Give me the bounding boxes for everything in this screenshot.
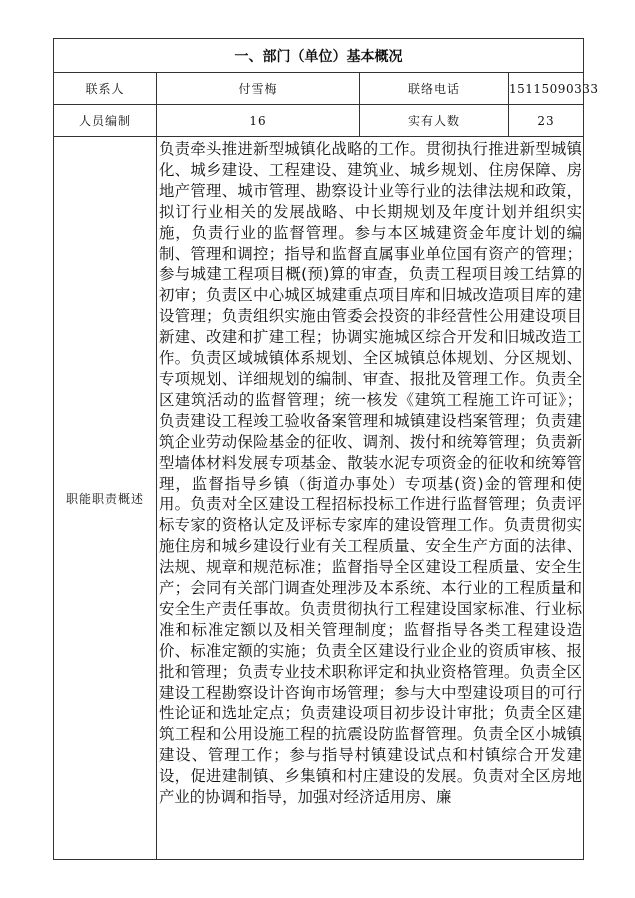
title-row (54, 39, 584, 73)
department-overview-table (53, 38, 599, 860)
actual-count-value: 23 (509, 105, 584, 137)
duties-label: 职能职责概述 (54, 137, 157, 860)
staffing-label: 人员编制 (54, 105, 157, 137)
phone-value: 15115090333 (509, 73, 584, 105)
duties-text: 负责牵头推进新型城镇化战略的工作。贯彻执行推进新型城镇化、城乡建设、工程建设、建筑业、城乡规划、住房保障、房地产管理、城市管理、勘察设计业等行业的法律法规和政策，拟订行业相关的发展战略、中长期规划及年度计划并组织实施，负责行业的监督管理。参与本区城建资金年度计划的编制、管理和调控；指导和监督直属事业单位国有资产的管理；参与城建工程项目概(预)算的审查，负责工程项目竣工结算的初审；负责区中心城区城建重点项目库和旧城改造项目库的建设管理；负责组织实施由管委会投资的非经营性公用建设项目新建、改建和扩建工程；协调实施城区综合开发和旧城改造工作。负责区域城镇体系规划、全区城镇总体规划、分区规划、专项规划、详细规划的编制、审查、报批及管理工作。负责全区建筑活动的监督管理；统一核发《建筑工程施工许可证》；负责建设工程竣工验收备案管理和城镇建设档案管理；负责建筑企业劳动保险基金的征收、调剂、拨付和统筹管理；负责新型墙体材料发展专项基金、散装水泥专项资金的征收和统筹管理，监督指导乡镇（街道办事处）专项基(资)金的管理和使用。负责对全区建设工程招标投标工作进行监督管理；负责评标专家的资格认定及评标专家库的建设管理工作。负责贯彻实施住房和城乡建设行业有关工程质量、安全生产方面的法律、法规、规章和规范标准；监督指导全区建设工程质量、安全生产；会同有关部门调查处理涉及本系统、本行业的工程质量和安全生产责任事故。负责贯彻执行工程建设国家标准、行业标准和标准定额以及相关管理制度；监督指导各类工程建设造价、标准定额的实施；负责全区建设行业企业的资质审核、报批和管理；负责专业技术职称评定和执业资格管理。负责全区建设工程勘察设计咨询市场管理；参与大中型建设项目的可行性论证和选址定点；负责建设项目初步设计审批；负责全区建筑工程和公用设施工程的抗震设防监督管理。负责全区小城镇建设、管理工作；参与指导村镇建设试点和村镇综合开发建设，促进建制镇、乡集镇和村庄建设的发展。负责对全区房地产业的协调和指导，加强对经济适用房、廉 (159, 140, 582, 807)
staffing-value: 16 (157, 105, 360, 137)
staffing-row (54, 105, 584, 137)
section-title: 一、部门（单位）基本概况 (54, 39, 584, 73)
phone-label: 联络电话 (360, 73, 509, 105)
duties-cell (157, 137, 584, 860)
actual-count-label: 实有人数 (360, 105, 509, 137)
duties-row (54, 137, 584, 860)
contact-label: 联系人 (54, 73, 157, 105)
contact-value: 付雪梅 (157, 73, 360, 105)
contact-row (54, 73, 584, 105)
